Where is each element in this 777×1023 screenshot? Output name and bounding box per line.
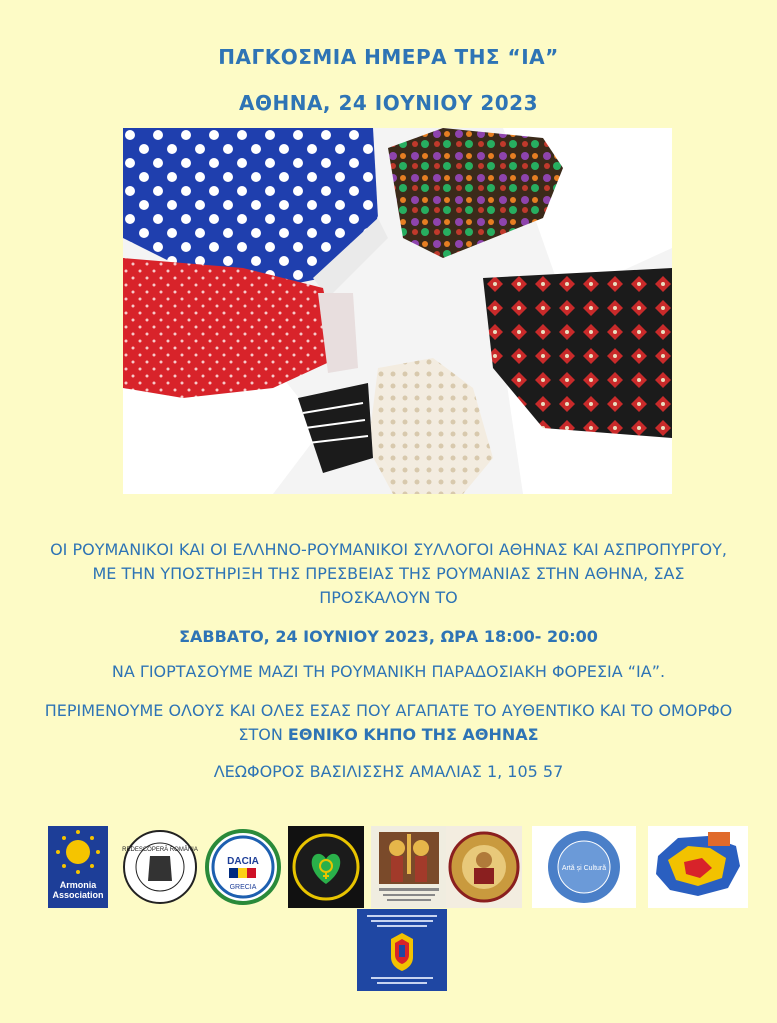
- arta-si-cultura-logo: [532, 826, 636, 908]
- stefan-association-logo: [446, 826, 522, 908]
- saints-association-logo: [371, 826, 447, 908]
- dacia-logo: [205, 826, 281, 908]
- welcome-text: ΠΕΡΙΜΕΝΟΥΜΕ ΟΛΟΥΣ ΚΑΙ ΟΛΕΣ ΕΣΑΣ ΠΟΥ ΑΓΑΠΑΤΕ ΤΟ ΑΥΘΕΝΤΙΚΟ ΚΑΙ ΤΟ ΟΜΟΡΦΟ ΣΤΟΝ: [44, 701, 733, 744]
- romanian-embassy-logo: [357, 909, 447, 991]
- armonia-logo-text: Armonia Association: [52, 880, 104, 900]
- celebration-paragraph: ΝΑ ΓΙΟΡΤΑΣΟΥΜΕ ΜΑΖΙ ΤΗ ΡΟΥΜΑΝΙΚΗ ΠΑΡΑΔΟΣΙΑΚΗ ΦΟΡΕΣΙΑ “ΙΑ”.: [111, 662, 666, 681]
- redescopera-logo: [122, 826, 198, 908]
- dacia-sub-text: GRECIA: [229, 884, 257, 891]
- page-subtitle: ΑΘΗΝΑ, 24 ΙΟΥΝΙΟΥ 2023: [238, 91, 538, 115]
- invitation-paragraph: ΟΙ ΡΟΥΜΑΝΙΚΟΙ ΚΑΙ ΟΙ ΕΛΛΗΝΟ-ΡΟΥΜΑΝΙΚΟΙ ΣΥΛΛΟΓΟΙ ΑΘΗΝΑΣ ΚΑΙ ΑΣΠΡΟΠΥΡΓΟΥ, ΜΕ ΤΗΝ ΥΠΟΣΤΗΡΙΞΗ ΤΗΣ ΠΡΕΣΒΕΙΑΣ ΤΗΣ ΡΟΥΜΑΝΙΑΣ ΣΤΗΝ ΑΘΗΝΑ, ΣΑΣ ΠΡΟΣΚΑΛΟΥΝ ΤΟ: [50, 540, 727, 607]
- venue-address: ΛΕΩΦΟΡΟΣ ΒΑΣΙΛΙΣΣΗΣ ΑΜΑΛΙΑΣ 1, 105 57: [213, 762, 564, 781]
- event-date-time: ΣΑΒΒΑΤΟ, 24 ΙΟΥΝΙΟΥ 2023, ΩΡΑ 18:00- 20:00: [179, 627, 598, 646]
- armonia-logo: [48, 826, 108, 908]
- embroidered-blouses-photo: [123, 128, 672, 494]
- welcome-paragraph: [40, 699, 737, 747]
- romania-map-logo: [648, 826, 748, 908]
- arta-text: Artă și Cultură: [561, 865, 607, 872]
- venue-name: ΕΘΝΙΚΟ ΚΗΠΟ ΤΗΣ ΑΘΗΝΑΣ: [287, 725, 539, 744]
- redescopera-text: REDESCOPERĂ ROMÂNIA: [122, 847, 198, 853]
- women-association-logo: [288, 826, 364, 908]
- page-title: ΠΑΓΚΟΣΜΙΑ ΗΜΕΡΑ ΤΗΣ “ΙΑ”: [218, 45, 559, 69]
- sponsor-logos: [0, 826, 777, 910]
- dacia-text: DACIA: [227, 856, 259, 867]
